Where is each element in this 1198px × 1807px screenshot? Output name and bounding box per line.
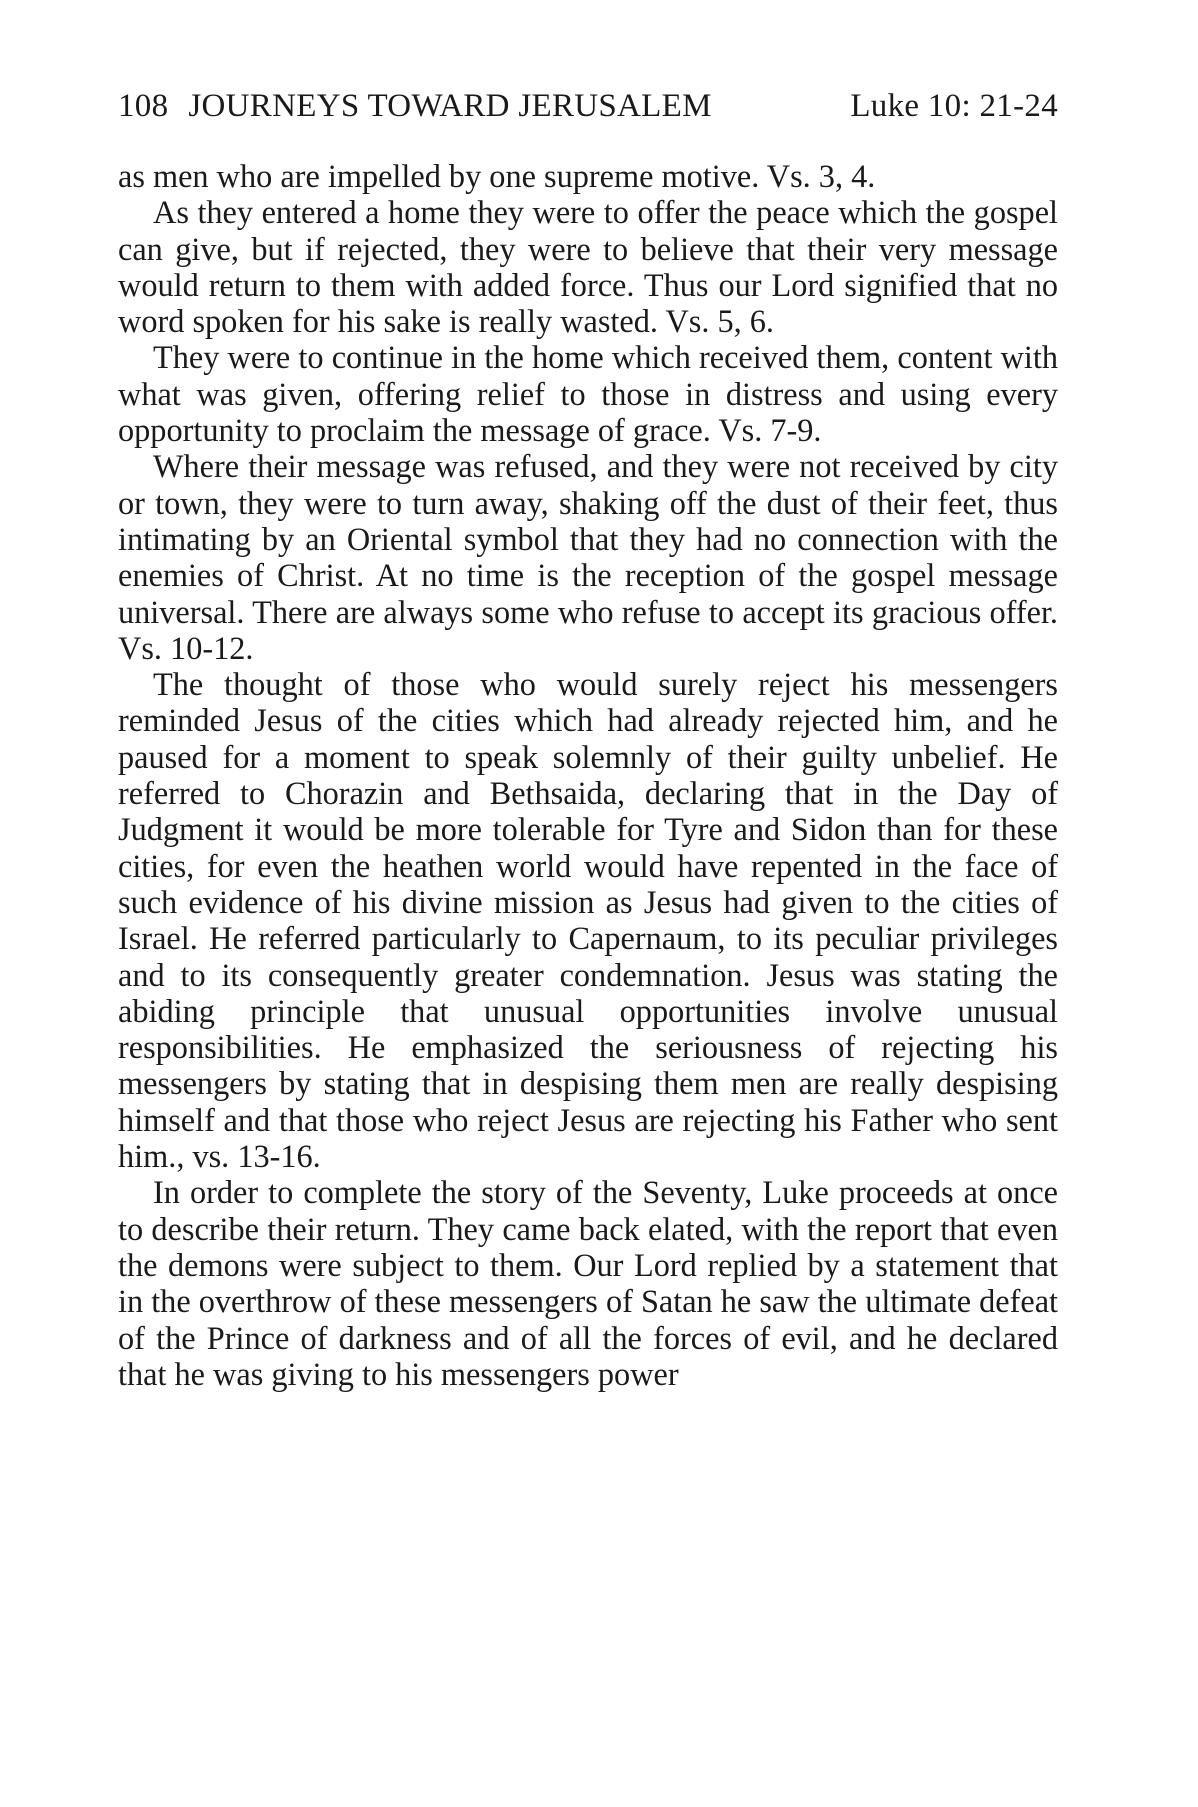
- scripture-reference: Luke 10: 21-24: [850, 88, 1058, 124]
- chapter-title: JOURNEYS TOWARD JERUSALEM: [188, 88, 712, 124]
- page-number: 108: [118, 88, 169, 124]
- paragraph: They were to continue in the home which received them, content with what was given, offering relief to those in distress and using every opportunity to proclaim the message of grace. Vs. 7-9.: [118, 339, 1058, 449]
- paragraph: as men who are impelled by one supreme motive. Vs. 3, 4.: [118, 158, 876, 194]
- paragraph: In order to complete the story of the Seventy, Luke proceeds at once to describe their return. They came back elated, with the report that even the demons were subject to them. Our Lord replied by a statement that in the overthrow of these messengers of Satan he saw the ultimate defeat of the Prince of darkness and of all the forces of evil, and he declared that he was giving to his messengers power: [118, 1174, 1058, 1392]
- paragraph: The thought of those who would surely reject his messengers reminded Jesus of the cities which had already rejected him, and he paused for a moment to speak solemnly of their guilty unbelief. He referred to Chorazin and Bethsaida, declaring that in the Day of Judgment it would be more tolerable for Tyre and Sidon than for these cities, for even the heathen world would have repented in the face of such evidence of his divine mission as Jesus had given to the cities of Israel. He referred particularly to Capernaum, to its peculiar privileges and to its consequently greater condemnation. Jesus was stating the abiding principle that unusual opportunities involve unusual responsibilities. He emphasized the seriousness of rejecting his messengers by stating that in despising them men are really despising himself and that those who reject Jesus are rejecting his Father who sent him., vs. 13-16.: [118, 666, 1058, 1175]
- paragraph: Where their message was refused, and they were not received by city or town, they were to turn away, shaking off the dust of their feet, thus intimating by an Oriental symbol that they had no connection with the enemies of Christ. At no time is the reception of the gospel message universal. There are always some who refuse to accept its gracious offer. Vs. 10-12.: [118, 448, 1058, 666]
- paragraph: As they entered a home they were to offer the peace which the gospel can give, but if rejected, they were to believe that their very message would return to them with added force. Thus our Lord signified that no word spoken for his sake is really wasted. Vs. 5, 6.: [118, 194, 1058, 340]
- body-text: [118, 158, 1058, 1392]
- running-head-left: [118, 88, 712, 125]
- running-head: [118, 88, 1058, 125]
